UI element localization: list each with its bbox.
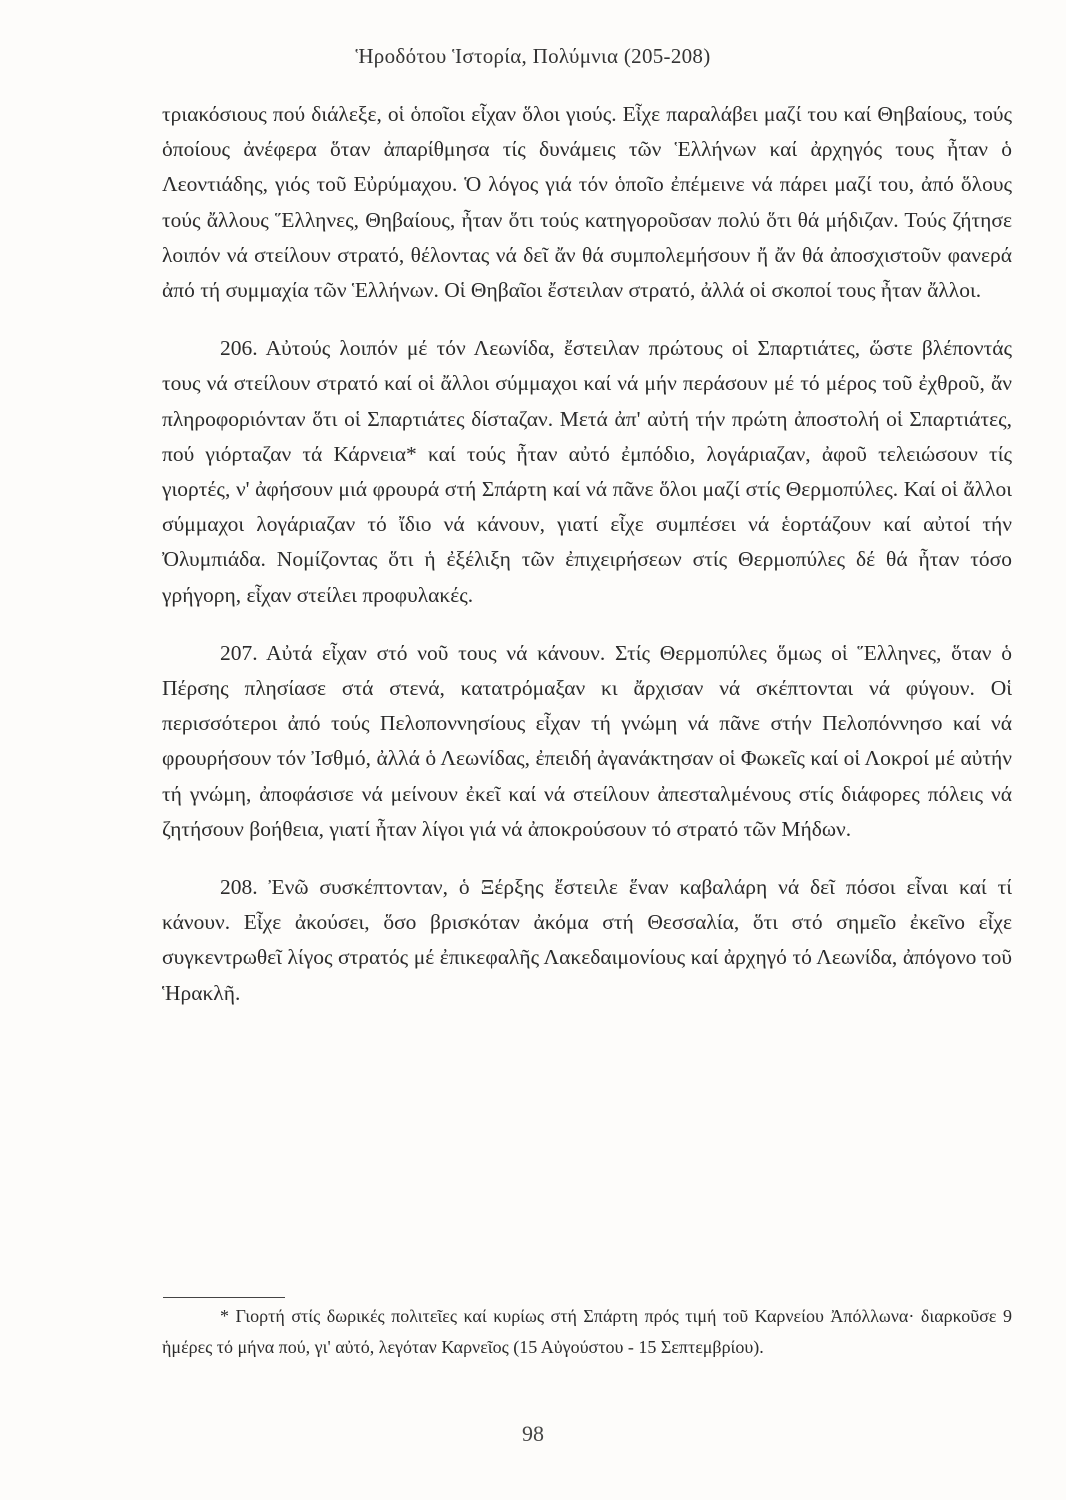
running-head: Ἡροδότου Ἱστορία, Πολύμνια (205-208) — [355, 44, 711, 68]
paragraph-205-continued: τριακόσιους πού διάλεξε, οἱ ὁποῖοι εἶχαν ὅλοι γιούς. Εἶχε παραλάβει μαζί του καί Θηβαίους, τούς ὁποίους ἀνέφερα ὅταν ἀπαρίθμησα τίς δυνάμεις τῶν Ἑλλήνων καί ἀρχηγός τους ἦταν ὁ Λεοντιάδης, γιός τοῦ Εὐρύμαχου. Ὁ λόγος γιά τόν ὁποῖο ἐπέμεινε νά πάρει μαζί του, ἀπό ὅλους τούς ἄλλους Ἕλληνες, Θηβαίους, ἦταν ὅτι τούς κατηγοροῦσαν πολύ ὅτι θά μήδιζαν. Τούς ζήτησε λοιπόν νά στείλουν στρατό, θέλοντας νά δεῖ ἄν θά συμπολεμήσουν ἤ ἄν θά ἀποσχιστοῦν φανερά ἀπό τή συμμαχία τῶν Ἑλλήνων. Οἱ Θηβαῖοι ἔστειλαν στρατό, ἀλλά οἱ σκοποί τους ἦταν ἄλλοι. — [162, 102, 1012, 303]
footnote: * Γιορτή στίς δωρικές πολιτεῖες καί κυρίως στή Σπάρτη πρός τιμή τοῦ Καρνείου Ἀπόλλωνα· διαρκοῦσε 9 ἡμέρες τό μήνα πού, γι' αὐτό, λεγόταν Καρνεῖος (15 Αὐγούστου - 15 Σεπτεμβρίου). — [162, 1306, 1012, 1357]
main-text — [162, 97, 1012, 1011]
paragraph-207: 207. Αὐτά εἶχαν στό νοῦ τους νά κάνουν. Στίς Θερμοπύλες ὅμως οἱ Ἕλληνες, ὅταν ὁ Πέρσης πλησίασε στά στενά, κατατρόμαξαν κι ἄρχισαν νά σκέπτονται νά φύγουν. Οἱ περισσότεροι ἀπό τούς Πελοποννησίους εἶχαν τή γνώμη νά πᾶνε στήν Πελοπόννησο καί νά φρουρήσουν τόν Ἰσθμό, ἀλλά ὁ Λεωνίδας, ἐπειδή ἀγανάκτησαν οἱ Φωκεῖς καί οἱ Λοκροί μέ αὐτήν τή γνώμη, ἀποφάσισε νά μείνουν ἐκεῖ καί νά στείλουν ἀπεσταλμένους στίς διάφορες πόλεις νά ζητήσουν βοήθεια, γιατί ἦταν λίγοι γιά νά ἀποκρούσουν τό στρατό τῶν Μήδων. — [162, 640, 1012, 841]
page-number: 98 — [522, 1421, 544, 1446]
paragraph-208: 208. Ἐνῶ συσκέπτονταν, ὁ Ξέρξης ἔστειλε ἕναν καβαλάρη νά δεῖ πόσοι εἶναι καί τί κάνουν. Εἶχε ἀκούσει, ὅσο βρισκόταν ἀκόμα στή Θεσσαλία, ὅτι στό σημεῖο ἐκεῖνο εἶχε συγκεντρωθεῖ λίγος στρατός μέ ἐπικεφαλῆς Λακεδαιμονίους καί ἀρχηγό τό Λεωνίδα, ἀπόγονο τοῦ Ἡρακλῆ. — [162, 875, 1012, 1005]
footnote-divider — [163, 1297, 285, 1298]
paragraph-206: 206. Αὐτούς λοιπόν μέ τόν Λεωνίδα, ἔστειλαν πρώτους οἱ Σπαρτιάτες, ὥστε βλέποντάς τους νά στείλουν στρατό καί οἱ ἄλλοι σύμμαχοι καί νά μήν περάσουν μέ τό μέρος τοῦ ἐχθροῦ, ἄν πληροφοριόνταν ὅτι οἱ Σπαρτιάτες δίσταζαν. Μετά ἀπ' αὐτή τήν πρώτη ἀποστολή οἱ Σπαρτιάτες, πού γιόρταζαν τά Κάρνεια* καί τούς ἦταν αὐτό ἐμπόδιο, λογάριαζαν, ἀφοῦ τελειώσουν τίς γιορτές, ν' ἀφήσουν μιά φρουρά στή Σπάρτη καί νά πᾶνε ὅλοι μαζί στίς Θερμοπύλες. Καί οἱ ἄλλοι σύμμαχοι λογάριαζαν τό ἴδιο νά κάνουν, γιατί εἶχε συμπέσει νά ἑορτάζουν καί αὐτοί τήν Ὀλυμπιάδα. Νομίζοντας ὅτι ἡ ἐξέλιξη τῶν ἐπιχειρήσεων στίς Θερμοπύλες δέ θά ἦταν τόσο γρήγορη, εἶχαν στείλει προφυλακές. — [162, 336, 1012, 607]
